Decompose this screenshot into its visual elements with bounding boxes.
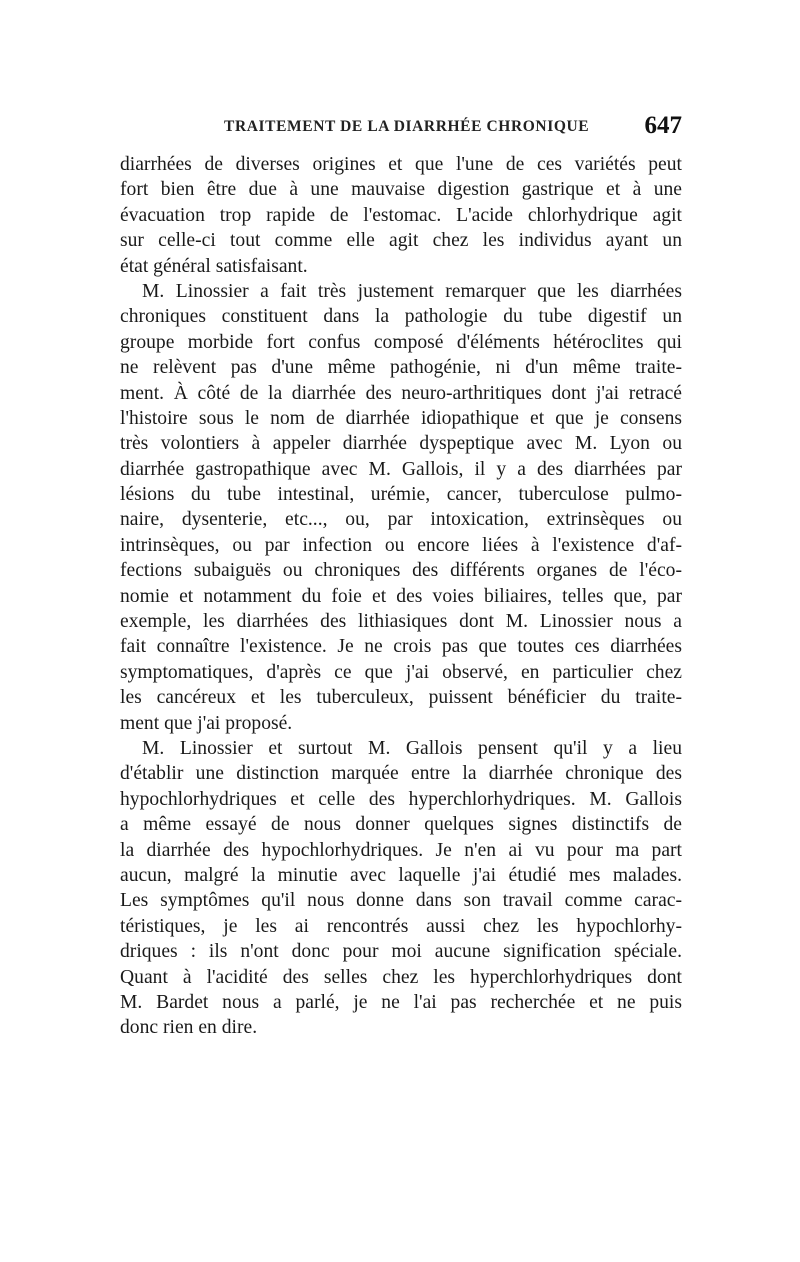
- text-line: fort bien être due à une mauvaise digestion gastrique et à une: [120, 179, 682, 201]
- text-line: donc rien en dire.: [120, 1017, 258, 1039]
- running-title: TRAITEMENT DE LA DIARRHÉE CHRONIQUE: [224, 118, 590, 135]
- text-line: état général satisfaisant.: [120, 255, 308, 277]
- text-line: sur celle-ci tout comme elle agit chez les individus ayant un: [120, 230, 682, 252]
- text-line: M. Bardet nous a parlé, je ne l'ai pas recherchée et ne puis: [120, 991, 682, 1013]
- text-line: d'établir une distinction marquée entre la diarrhée chronique des: [120, 763, 682, 785]
- text-line: très volontiers à appeler diarrhée dyspeptique avec M. Lyon ou: [120, 433, 682, 455]
- text-line: hypochlorhydriques et celle des hyperchlorhydriques. M. Gallois: [120, 788, 682, 810]
- text-line: a même essayé de nous donner quelques signes distinctifs de: [120, 814, 682, 836]
- text-line: la diarrhée des hypochlorhydriques. Je n'en ai vu pour ma part: [120, 839, 682, 861]
- text-line: chroniques constituent dans la pathologie du tube digestif un: [120, 306, 682, 328]
- text-line: naire, dysenterie, etc..., ou, par intoxication, extrinsèques ou: [120, 509, 682, 531]
- text-line: ment que j'ai proposé.: [120, 712, 293, 734]
- text-line: téristiques, je les ai rencontrés aussi chez les hypochlorhy-: [120, 915, 682, 937]
- text-line: fait connaître l'existence. Je ne crois pas que toutes ces diarrhées: [120, 636, 682, 658]
- page-number: 647: [644, 112, 682, 139]
- text-line: Les symptômes qu'il nous donne dans son travail comme carac-: [120, 890, 682, 912]
- text-line: évacuation trop rapide de l'estomac. L'acide chlorhydrique agit: [120, 204, 682, 226]
- text-line: diarrhées de diverses origines et que l'une de ces variétés peut: [120, 154, 682, 175]
- text-line: M. Linossier a fait très justement remarquer que les diarrhées: [142, 280, 682, 302]
- text-line: fections subaiguës ou chroniques des différents organes de l'éco-: [120, 560, 682, 582]
- text-line: driques : ils n'ont donc pour moi aucune signification spéciale.: [120, 941, 682, 963]
- text-line: Quant à l'acidité des selles chez les hyperchlorhydriques dont: [120, 966, 682, 988]
- text-line: symptomatiques, d'après ce que j'ai observé, en particulier chez: [120, 661, 682, 683]
- text-line: les cancéreux et les tuberculeux, puissent bénéficier du traite-: [120, 687, 682, 709]
- text-line: ment. À côté de la diarrhée des neuro-arthritiques dont j'ai retracé: [120, 382, 682, 404]
- text-line: l'histoire sous le nom de diarrhée idiopathique et que je consens: [120, 407, 682, 429]
- text-line: groupe morbide fort confus composé d'éléments hétéroclites qui: [120, 331, 682, 353]
- running-head: [120, 112, 682, 142]
- text-line: diarrhée gastropathique avec M. Gallois, il y a des diarrhées par: [120, 458, 682, 480]
- text-line: exemple, les diarrhées des lithiasiques dont M. Linossier nous a: [120, 611, 682, 633]
- text-line: intrinsèques, ou par infection ou encore liées à l'existence d'af-: [120, 534, 682, 556]
- text-line: lésions du tube intestinal, urémie, cancer, tuberculose pulmo-: [120, 484, 682, 506]
- text-line: M. Linossier et surtout M. Gallois pensent qu'il y a lieu: [142, 737, 682, 759]
- text-line: nomie et notamment du foie et des voies biliaires, telles que, par: [120, 585, 682, 607]
- body-text: [120, 152, 682, 1041]
- text-line: aucun, malgré la minutie avec laquelle j'ai étudié mes malades.: [120, 864, 682, 886]
- text-line: ne relèvent pas d'une même pathogénie, ni d'un même traite-: [120, 357, 682, 379]
